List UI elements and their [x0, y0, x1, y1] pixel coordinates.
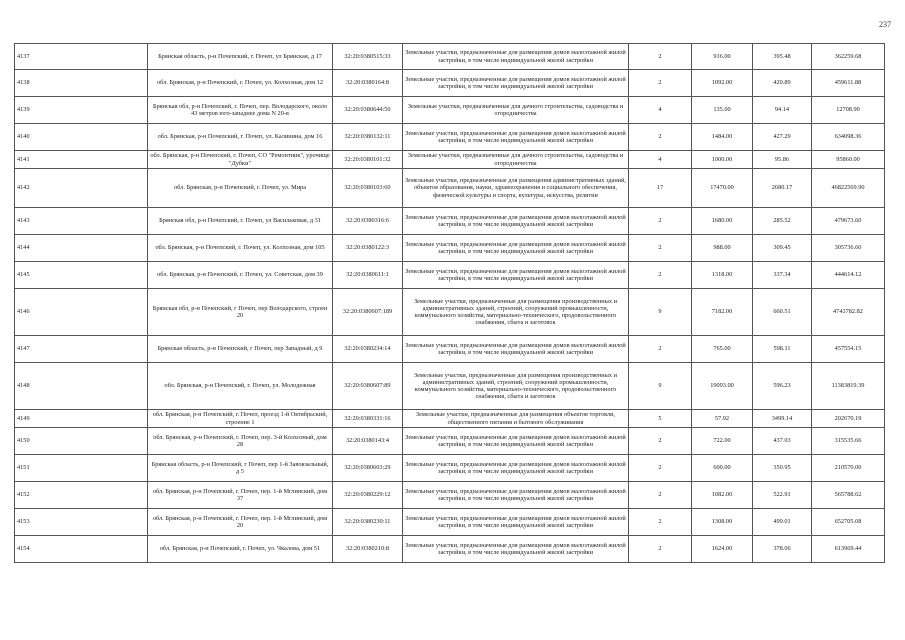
- area-cell: 1092.00: [692, 70, 753, 97]
- cadastral-number-cell: 32:20:0380331:16: [333, 410, 403, 428]
- table-row: [15, 536, 885, 563]
- address-cell: Брянская обл, р-н Почепский, г Почеп, пер Володарского, строен 20: [148, 289, 333, 336]
- address-cell: обл. Брянская, р-н Почепский, г. Почеп, ул. Чкалова, дом 51: [148, 536, 333, 563]
- cadastral-number-cell: 32:20:0380164:8: [333, 70, 403, 97]
- table-row: [15, 44, 885, 70]
- category-code-cell: 2: [629, 336, 692, 363]
- category-code-cell: 2: [629, 44, 692, 70]
- cadastral-number-cell: 32:20:0380210:8: [333, 536, 403, 563]
- area-cell: 765.00: [692, 336, 753, 363]
- category-code-cell: 2: [629, 235, 692, 262]
- row-number-cell: 4144: [15, 235, 148, 262]
- row-number-cell: 4138: [15, 70, 148, 97]
- unit-value-cell: 395.48: [753, 44, 812, 70]
- unit-value-cell: 522.91: [753, 482, 812, 509]
- address-cell: обл. Брянская, р-н Почепский, г. Почеп, ул. Молодежная: [148, 363, 333, 410]
- category-code-cell: 2: [629, 482, 692, 509]
- area-cell: 17470.00: [692, 169, 753, 208]
- cadastral-value-cell: 315535.66: [812, 428, 885, 455]
- cadastral-number-cell: 32:20:0380316:6: [333, 208, 403, 235]
- area-cell: 988.00: [692, 235, 753, 262]
- area-cell: 1680.00: [692, 208, 753, 235]
- address-cell: Брянская обл, р-н Почепский, г. Почеп, ул Васильковая, д 31: [148, 208, 333, 235]
- unit-value-cell: 420.89: [753, 70, 812, 97]
- table-row: [15, 235, 885, 262]
- cadastral-number-cell: 32:20:0380143:4: [333, 428, 403, 455]
- row-number-cell: 4143: [15, 208, 148, 235]
- land-use-cell: Земельные участки, предназначенные для дачного строительства, садоводства и огородничества: [403, 151, 629, 169]
- table-row: [15, 97, 885, 124]
- address-cell: Брянская область, р-н Почепский, г Почеп, пер 1-й Завокзальный, д 5: [148, 455, 333, 482]
- category-code-cell: 2: [629, 262, 692, 289]
- category-code-cell: 2: [629, 509, 692, 536]
- cadastral-number-cell: 32:20:0380229:12: [333, 482, 403, 509]
- area-cell: 1308.00: [692, 509, 753, 536]
- cadastral-number-cell: 32:20:0380607:89: [333, 363, 403, 410]
- category-code-cell: 9: [629, 363, 692, 410]
- area-cell: 19093.00: [692, 363, 753, 410]
- address-cell: обл. Брянская, р-н Почепский, г. Почеп, СО "Ремонтник", урочище "Дубки": [148, 151, 333, 169]
- land-use-cell: Земельные участки, предназначенные для размещения административных зданий, объектов образования, науки, здравоохранения и социального обеспечения, физической культуры и спорта, культуры, искусства, религии: [403, 169, 629, 208]
- row-number-cell: 4142: [15, 169, 148, 208]
- row-number-cell: 4147: [15, 336, 148, 363]
- unit-value-cell: 95.86: [753, 151, 812, 169]
- cadastral-table: [14, 43, 885, 563]
- table-row: [15, 410, 885, 428]
- row-number-cell: 4150: [15, 428, 148, 455]
- cadastral-value-cell: 634098.36: [812, 124, 885, 151]
- table-row: [15, 289, 885, 336]
- cadastral-value-cell: 613969.44: [812, 536, 885, 563]
- address-cell: обл. Брянская, р-н Почепский, г. Почеп, ул. Мира: [148, 169, 333, 208]
- unit-value-cell: 337.34: [753, 262, 812, 289]
- row-number-cell: 4153: [15, 509, 148, 536]
- unit-value-cell: 2680.17: [753, 169, 812, 208]
- cadastral-number-cell: 32:20:0380515:33: [333, 44, 403, 70]
- land-use-cell: Земельные участки, предназначенные для размещения объектов торговли, общественного питания и бытового обслуживания: [403, 410, 629, 428]
- cadastral-value-cell: 210570.00: [812, 455, 885, 482]
- row-number-cell: 4141: [15, 151, 148, 169]
- category-code-cell: 2: [629, 428, 692, 455]
- row-number-cell: 4145: [15, 262, 148, 289]
- address-cell: обл. Брянская, р-н Почепский, г. Почеп, проезд 1-й Октябрьский, строение 1: [148, 410, 333, 428]
- cadastral-value-cell: 11383819.39: [812, 363, 885, 410]
- unit-value-cell: 499.01: [753, 509, 812, 536]
- table-row: [15, 262, 885, 289]
- land-use-cell: Земельные участки, предназначенные для размещения домов малоэтажной жилой застройки, в том числе индивидуальной жилой застройки: [403, 44, 629, 70]
- area-cell: 1000.00: [692, 151, 753, 169]
- area-cell: 916.00: [692, 44, 753, 70]
- cadastral-value-cell: 444614.12: [812, 262, 885, 289]
- unit-value-cell: 94.14: [753, 97, 812, 124]
- table-row: [15, 363, 885, 410]
- address-cell: обл. Брянская, р-н Почепский, г. Почеп, пер. 1-й Мглинский, дом 37: [148, 482, 333, 509]
- area-cell: 722.00: [692, 428, 753, 455]
- unit-value-cell: 437.03: [753, 428, 812, 455]
- address-cell: обл. Брянская, р-н Почепский, г. Почеп, пер. 3-й Колхозный, дом 28: [148, 428, 333, 455]
- land-use-cell: Земельные участки, предназначенные для размещения домов малоэтажной жилой застройки, в том числе индивидуальной жилой застройки: [403, 482, 629, 509]
- unit-value-cell: 660.51: [753, 289, 812, 336]
- area-cell: 1082.00: [692, 482, 753, 509]
- address-cell: Брянская обл, р-н Почепский, г. Почеп, пер. Володарского, около 43 метров юго-западнее дома N 20-в: [148, 97, 333, 124]
- unit-value-cell: 285.52: [753, 208, 812, 235]
- table-row: [15, 208, 885, 235]
- table-row: [15, 455, 885, 482]
- cadastral-value-cell: 565788.62: [812, 482, 885, 509]
- area-cell: 1318.00: [692, 262, 753, 289]
- cadastral-value-cell: 12708.90: [812, 97, 885, 124]
- row-number-cell: 4149: [15, 410, 148, 428]
- cadastral-number-cell: 32:20:0380230:11: [333, 509, 403, 536]
- land-use-cell: Земельные участки, предназначенные для размещения домов малоэтажной жилой застройки, в том числе индивидуальной жилой застройки: [403, 509, 629, 536]
- cadastral-number-cell: 32:20:0380611:1: [333, 262, 403, 289]
- land-use-cell: Земельные участки, предназначенные для размещения домов малоэтажной жилой застройки, в том числе индивидуальной жилой застройки: [403, 455, 629, 482]
- table-row: [15, 124, 885, 151]
- cadastral-value-cell: 457554.15: [812, 336, 885, 363]
- category-code-cell: 5: [629, 410, 692, 428]
- category-code-cell: 4: [629, 151, 692, 169]
- category-code-cell: 2: [629, 455, 692, 482]
- row-number-cell: 4148: [15, 363, 148, 410]
- row-number-cell: 4154: [15, 536, 148, 563]
- land-use-cell: Земельные участки, предназначенные для размещения домов малоэтажной жилой застройки, в том числе индивидуальной жилой застройки: [403, 336, 629, 363]
- address-cell: обл. Брянская, р-н Почепский, г. Почеп, ул. Калинина, дом 16: [148, 124, 333, 151]
- category-code-cell: 4: [629, 97, 692, 124]
- page-number: 237: [879, 20, 891, 29]
- category-code-cell: 2: [629, 536, 692, 563]
- table-row: [15, 509, 885, 536]
- land-use-cell: Земельные участки, предназначенные для размещения домов малоэтажной жилой застройки, в том числе индивидуальной жилой застройки: [403, 70, 629, 97]
- address-cell: Брянская область, р-н Почепский, г. Почеп, ул Брянская, д 17: [148, 44, 333, 70]
- cadastral-value-cell: 4743782.82: [812, 289, 885, 336]
- row-number-cell: 4151: [15, 455, 148, 482]
- unit-value-cell: 427.29: [753, 124, 812, 151]
- unit-value-cell: 598.11: [753, 336, 812, 363]
- category-code-cell: 2: [629, 208, 692, 235]
- cadastral-number-cell: 32:20:0380644:50: [333, 97, 403, 124]
- cadastral-value-cell: 305736.60: [812, 235, 885, 262]
- land-use-cell: Земельные участки, предназначенные для размещения домов малоэтажной жилой застройки, в том числе индивидуальной жилой застройки: [403, 428, 629, 455]
- address-cell: обл. Брянская, р-н Почепский, г. Почеп, ул. Колхозная, дом 105: [148, 235, 333, 262]
- land-use-cell: Земельные участки, предназначенные для размещения домов малоэтажной жилой застройки, в том числе индивидуальной жилой застройки: [403, 235, 629, 262]
- address-cell: обл. Брянская, р-н Почепский, г. Почеп, пер. 1-й Мглинский, дом 20: [148, 509, 333, 536]
- land-use-cell: Земельные участки, предназначенные для размещения производственных и административных зданий, строений, сооружений промышленности, коммунального хозяйства, материально-технического, продовольственного снабжения, сбыта и заготовок: [403, 363, 629, 410]
- cadastral-number-cell: 32:20:0380234:14: [333, 336, 403, 363]
- cadastral-value-cell: 479673.60: [812, 208, 885, 235]
- area-cell: 7182.00: [692, 289, 753, 336]
- table-body: [15, 44, 885, 563]
- area-cell: 57.92: [692, 410, 753, 428]
- land-use-cell: Земельные участки, предназначенные для дачного строительства, садоводства и огородничества: [403, 97, 629, 124]
- table-row: [15, 169, 885, 208]
- cadastral-value-cell: 95860.00: [812, 151, 885, 169]
- address-cell: обл. Брянская, р-н Почепский, г. Почеп, ул. Колхозная, дом 12: [148, 70, 333, 97]
- table-row: [15, 336, 885, 363]
- row-number-cell: 4140: [15, 124, 148, 151]
- row-number-cell: 4152: [15, 482, 148, 509]
- cadastral-number-cell: 32:20:0380103:60: [333, 169, 403, 208]
- land-use-cell: Земельные участки, предназначенные для размещения домов малоэтажной жилой застройки, в том числе индивидуальной жилой застройки: [403, 262, 629, 289]
- area-cell: 1484.00: [692, 124, 753, 151]
- unit-value-cell: 350.95: [753, 455, 812, 482]
- unit-value-cell: 378.06: [753, 536, 812, 563]
- category-code-cell: 2: [629, 124, 692, 151]
- row-number-cell: 4146: [15, 289, 148, 336]
- row-number-cell: 4137: [15, 44, 148, 70]
- table-row: [15, 151, 885, 169]
- table-row: [15, 428, 885, 455]
- table-row: [15, 482, 885, 509]
- cadastral-value-cell: 362259.68: [812, 44, 885, 70]
- cadastral-value-cell: 46822569.90: [812, 169, 885, 208]
- cadastral-value-cell: 652705.08: [812, 509, 885, 536]
- area-cell: 600.00: [692, 455, 753, 482]
- row-number-cell: 4139: [15, 97, 148, 124]
- land-use-cell: Земельные участки, предназначенные для размещения производственных и административных зданий, строений, сооружений промышленности, коммунального хозяйства, материально-технического, продовольственного снабжения, сбыта и заготовок: [403, 289, 629, 336]
- cadastral-value-cell: 459611.88: [812, 70, 885, 97]
- unit-value-cell: 596.23: [753, 363, 812, 410]
- unit-value-cell: 3499.14: [753, 410, 812, 428]
- land-use-cell: Земельные участки, предназначенные для размещения домов малоэтажной жилой застройки, в том числе индивидуальной жилой застройки: [403, 536, 629, 563]
- cadastral-number-cell: 32:20:0380122:3: [333, 235, 403, 262]
- area-cell: 1624.00: [692, 536, 753, 563]
- land-use-cell: Земельные участки, предназначенные для размещения домов малоэтажной жилой застройки, в том числе индивидуальной жилой застройки: [403, 124, 629, 151]
- cadastral-value-cell: 202670.19: [812, 410, 885, 428]
- cadastral-number-cell: 32:20:0380603:29: [333, 455, 403, 482]
- category-code-cell: 9: [629, 289, 692, 336]
- table-row: [15, 70, 885, 97]
- area-cell: 135.00: [692, 97, 753, 124]
- unit-value-cell: 309.45: [753, 235, 812, 262]
- address-cell: Брянская область, р-н Почепский, г Почеп, пер Западный, д 9: [148, 336, 333, 363]
- category-code-cell: 2: [629, 70, 692, 97]
- land-use-cell: Земельные участки, предназначенные для размещения домов малоэтажной жилой застройки, в том числе индивидуальной жилой застройки: [403, 208, 629, 235]
- cadastral-number-cell: 32:20:0380101:32: [333, 151, 403, 169]
- cadastral-number-cell: 32:20:0380607:189: [333, 289, 403, 336]
- cadastral-number-cell: 32:20:0380132:11: [333, 124, 403, 151]
- address-cell: обл. Брянская, р-н Почепский, г. Почеп, ул. Советская, дом 39: [148, 262, 333, 289]
- category-code-cell: 17: [629, 169, 692, 208]
